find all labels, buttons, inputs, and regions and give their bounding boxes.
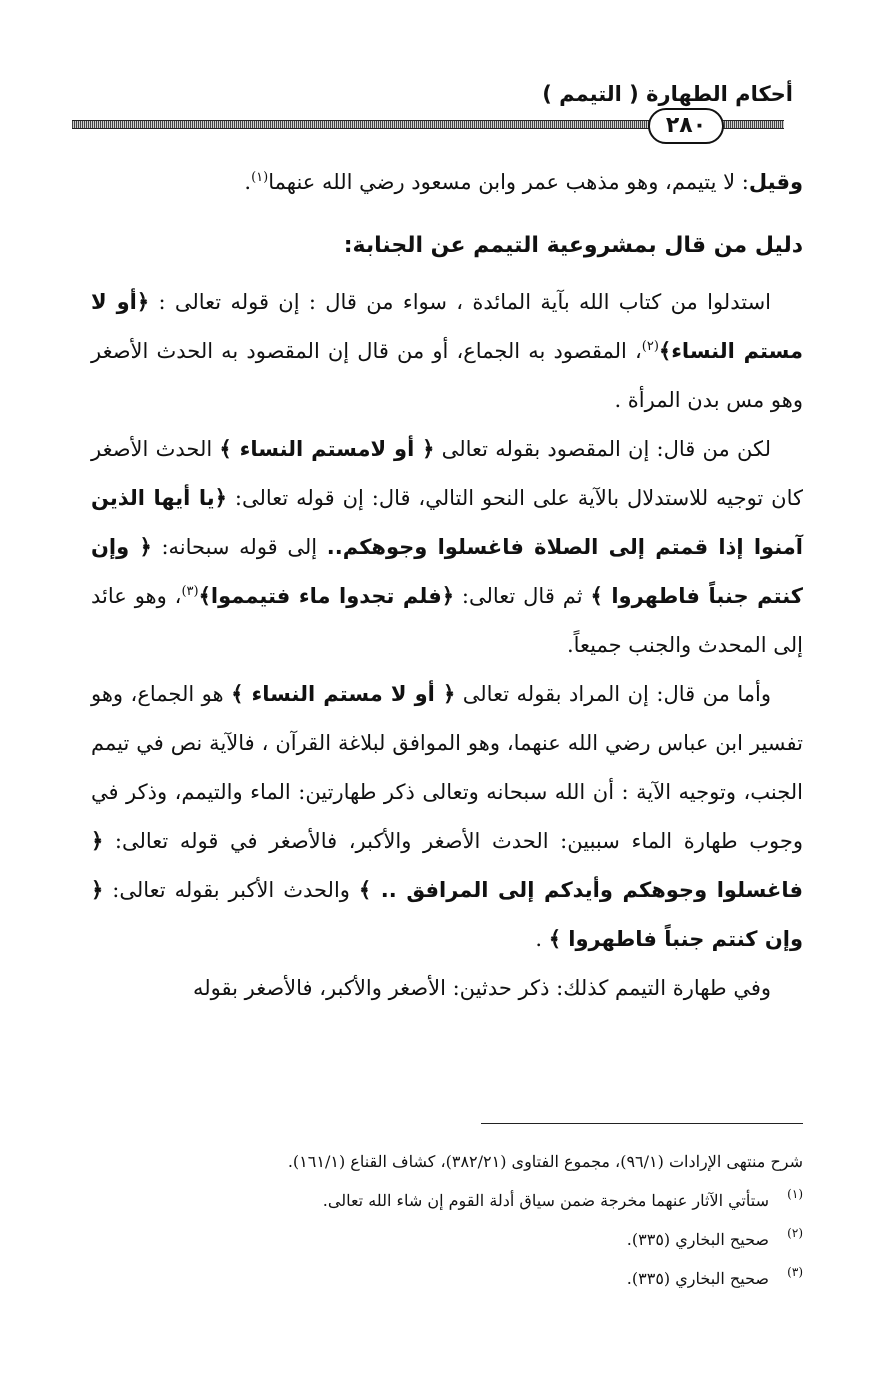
- paragraph-text: وأما من قال: إن المراد بقوله تعالى: [455, 682, 771, 706]
- paragraph-intercourse: [91, 670, 803, 964]
- quran-quote: ﴿يا أيها الذين آمنوا إذا قمتم إلى الصلاة فاغسلوا وجوهكم..: [91, 486, 803, 559]
- quran-quote: ﴿ أو لا مستم النساء ﴾: [231, 682, 456, 706]
- paragraph-evidence: [91, 278, 803, 425]
- quran-quote: ﴿ وإن كنتم جنباً فاطهروا ﴾: [91, 535, 803, 608]
- quran-quote: ﴿فلم تجدوا ماء فتيمموا﴾: [198, 584, 455, 608]
- footnote-text: صحيح البخاري (٣٣٥).: [626, 1269, 769, 1288]
- paragraph-text: : لا يتيمم، وهو مذهب عمر وابن مسعود رضي الله عنهما: [268, 170, 749, 194]
- paragraph-text: لكن من قال: إن المقصود بقوله تعالى: [434, 437, 771, 461]
- quran-quote: ﴿ أو لامستم النساء ﴾: [219, 437, 435, 461]
- footnote-item: [91, 1181, 803, 1220]
- paragraph-minor-hadath: [91, 425, 803, 670]
- running-title: أحكام الطهارة ( التيمم ): [542, 82, 793, 106]
- quran-quote: ﴿ وإن كنتم جنباً فاطهروا ﴾: [91, 878, 803, 951]
- quran-quote: ﴿أو لا مستم النساء﴾: [91, 290, 803, 363]
- footnote-ref: (١): [251, 170, 269, 185]
- footnote-number: (٣): [787, 1265, 803, 1279]
- paragraph-text: .: [535, 927, 549, 951]
- paragraph-opinion: [91, 158, 803, 207]
- paragraph-text: والحدث الأكبر بقوله تعالى:: [103, 878, 359, 902]
- paragraph-text: استدلوا من كتاب الله بآية المائدة ، سواء من قال : إن قوله تعالى :: [149, 290, 771, 314]
- paragraph-text: الحدث الأصغر كان توجيه للاستدلال بالآية على النحو التالي، قال: إن قوله تعالى:: [91, 437, 803, 510]
- paragraph-text: ، المقصود به الجماع، أو من قال إن المقصود به الحدث الأصغر وهو مس بدن المرأة .: [91, 339, 803, 412]
- footnote-text: صحيح البخاري (٣٣٥).: [626, 1230, 769, 1249]
- footnote-item: [91, 1220, 803, 1259]
- page-number: ٢٨٠: [648, 108, 724, 144]
- footnote-number: (١): [787, 1187, 803, 1201]
- paragraph-text: ، وهو عائد إلى المحدث والجنب جميعاً.: [91, 584, 803, 657]
- paragraph-text: .: [244, 170, 252, 194]
- footnote-item: [91, 1259, 803, 1298]
- footnote-text: ستأتي الآثار عنهما مخرجة ضمن سياق أدلة القوم إن شاء الله تعالى.: [322, 1191, 769, 1210]
- footnote-number: (٢): [787, 1226, 803, 1240]
- footnotes: [91, 1142, 803, 1298]
- paragraph-text: هو الجماع، وهو تفسير ابن عباس رضي الله عنهما، وهو الموافق لبلاغة القرآن ، فالآية نص في تيمم الجنب، وتوجيه الآية : أن الله سبحانه وتعالى ذكر طهارتين: الماء والتيمم، وذكر في وجوب طهارة الماء سببين: الحدث الأصغر والأكبر، فالأصغر في قوله تعالى:: [91, 682, 803, 853]
- lead-word: وقيل: [748, 170, 803, 194]
- paragraph-text: ثم قال تعالى:: [454, 584, 591, 608]
- footnote-separator: [481, 1123, 803, 1124]
- paragraph-tayammum: وفي طهارة التيمم كذلك: ذكر حدثين: الأصغر والأكبر، فالأصغر بقوله: [192, 976, 771, 1000]
- main-text: [91, 158, 803, 1013]
- footnote-ref: (٣): [181, 584, 199, 599]
- section-heading: دليل من قال بمشروعية التيمم عن الجنابة:: [343, 233, 803, 258]
- footnote-continuation: شرح منتهى الإرادات (٩٦/١)، مجموع الفتاوى (٣٨٢/٢١)، كشاف القناع (١٦١/١).: [287, 1152, 803, 1171]
- quran-quote: ﴿ فاغسلوا وجوهكم وأيدكم إلى المرافق .. ﴾: [91, 829, 804, 902]
- paragraph-text: إلى قوله سبحانه:: [151, 535, 327, 559]
- footnote-ref: (٢): [641, 339, 659, 354]
